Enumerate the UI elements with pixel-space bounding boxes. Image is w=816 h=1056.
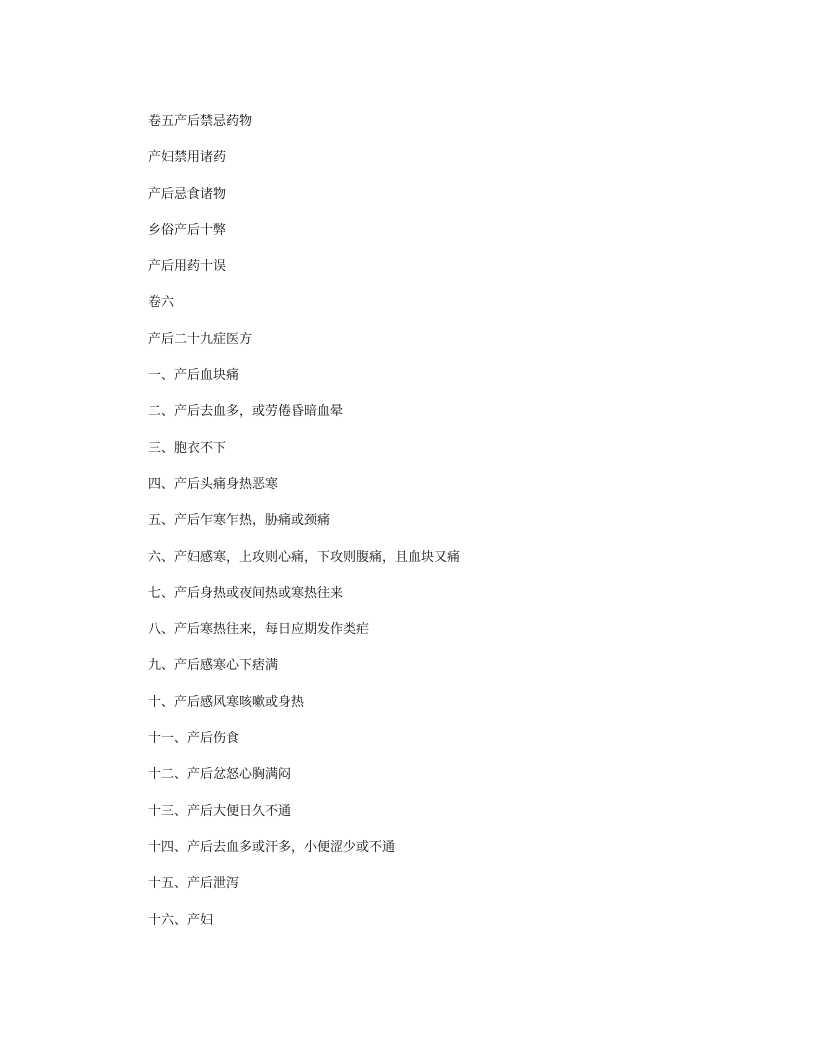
text-line: 产后二十九症医方 (148, 331, 253, 347)
text-line: 产妇禁用诸药 (148, 150, 227, 166)
list-item: 八、产后寒热往来，每日应期发作类疟 (148, 622, 370, 638)
list-item: 十二、产后忿怒心胸满闷 (148, 767, 292, 783)
list-item: 二、产后去血多，或劳倦昏暗血晕 (148, 404, 344, 420)
list-item: 十三、产后大便日久不通 (148, 803, 292, 819)
list-item: 十六、产妇 (148, 912, 214, 928)
text-line: 乡俗产后十弊 (148, 222, 227, 238)
list-item: 五、产后乍寒乍热，胁痛或颈痛 (148, 513, 331, 529)
section-heading-volume-5: 卷五产后禁忌药物 (148, 114, 253, 129)
list-item: 四、产后头痛身热恶寒 (148, 476, 279, 492)
section-heading-volume-6: 卷六 (148, 295, 175, 311)
text-line: 产后忌食诸物 (148, 186, 227, 202)
list-item: 十一、产后伤食 (148, 731, 240, 747)
document-body (148, 112, 748, 947)
list-item: 三、胞衣不下 (148, 440, 227, 456)
list-item: 七、产后身热或夜间热或寒热往来 (148, 585, 344, 601)
list-item: 一、产后血块痛 (148, 368, 240, 384)
list-item: 十、产后感风寒咳嗽或身热 (148, 694, 305, 710)
list-item: 十五、产后泄泻 (148, 876, 240, 892)
text-line: 产后用药十误 (148, 259, 227, 275)
list-item: 六、产妇感寒，上攻则心痛，下攻则腹痛，且血块又痛 (148, 549, 461, 565)
list-item: 十四、产后去血多或汗多，小便涩少或不通 (148, 839, 396, 855)
list-item: 九、产后感寒心下痞满 (148, 658, 279, 674)
